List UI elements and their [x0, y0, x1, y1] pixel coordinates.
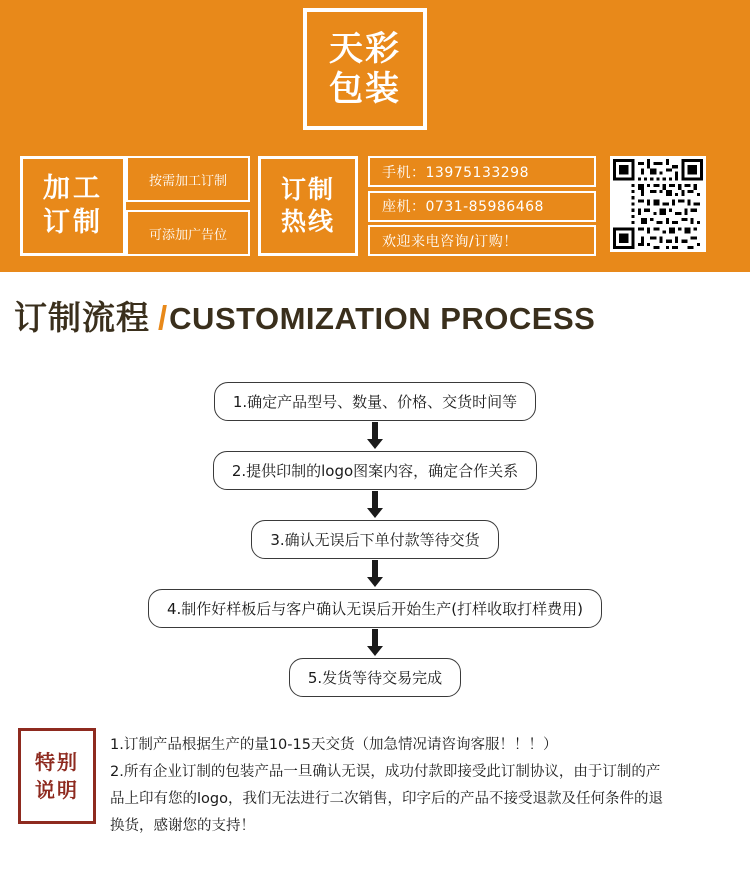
flow-step-3-label: 3.确认无误后下单付款等待交货 [251, 520, 498, 559]
flow-arrow-3 [0, 559, 750, 589]
special-notes-line-4: 换货，感谢您的支持！ [110, 818, 255, 834]
custom-processing-subitems [126, 156, 250, 256]
flow-step-5 [0, 658, 750, 697]
custom-processing-box [20, 156, 126, 256]
flow-step-4 [0, 589, 750, 628]
down-arrow-icon [365, 560, 385, 588]
special-notes-badge-line1: 特别 [35, 750, 79, 774]
custom-processing-line1: 加工 [43, 173, 103, 204]
flow-step-3 [0, 520, 750, 559]
brand-logo-line1: 天彩 [329, 29, 401, 69]
flow-step-5-label: 5.发货等待交易完成 [289, 658, 461, 697]
flow-step-1-label: 1.确定产品型号、数量、价格、交货时间等 [214, 382, 536, 421]
contact-list [368, 156, 596, 256]
section-title [14, 292, 595, 339]
down-arrow-icon [365, 422, 385, 450]
special-notes-line-3: 品上印有您的logo，我们无法进行二次销售，印字后的产品不接受退款及任何条件的退 [110, 791, 663, 807]
hotline-line1: 订制 [280, 175, 335, 204]
contact-welcome: 欢迎来电咨询/订购！ [368, 225, 596, 256]
subitem-ad-space: 可添加广告位 [126, 210, 250, 256]
special-notes [18, 728, 734, 840]
qr-code-icon [610, 156, 706, 252]
flow-chart [0, 382, 750, 697]
hotline-line2: 热线 [280, 207, 335, 236]
hotline-box [258, 156, 358, 256]
header-info-row [20, 156, 732, 256]
brand-logo-line2: 包装 [329, 69, 401, 109]
flow-arrow-4 [0, 628, 750, 658]
contact-mobile: 手机：13975133298 [368, 156, 596, 187]
contact-landline: 座机：0731-85986468 [368, 191, 596, 222]
section-title-cn: 订制流程 [14, 298, 150, 337]
flow-arrow-2 [0, 490, 750, 520]
flow-step-4-label: 4.制作好样板后与客户确认无误后开始生产(打样收取打样费用) [148, 589, 602, 628]
flow-step-2 [0, 451, 750, 490]
flow-arrow-1 [0, 421, 750, 451]
special-notes-line-2: 2.所有企业订制的包装产品一旦确认无误，成功付款即接受此订制协议，由于订制的产 [110, 764, 661, 780]
down-arrow-icon [365, 491, 385, 519]
special-notes-line-1: 1.订制产品根据生产的量10-15天交货（加急情况请咨询客服！！！） [110, 737, 558, 753]
subitem-made-to-order: 按需加工订制 [126, 156, 250, 202]
section-title-slash: / [158, 299, 168, 336]
header-banner [0, 0, 750, 272]
down-arrow-icon [365, 629, 385, 657]
special-notes-badge [18, 728, 96, 824]
qr-code-svg [613, 159, 703, 249]
section-title-en: CUSTOMIZATION PROCESS [169, 301, 596, 336]
special-notes-badge-line2: 说明 [35, 778, 79, 802]
special-notes-text [110, 728, 663, 840]
flow-step-1 [0, 382, 750, 421]
brand-logo [303, 8, 427, 130]
flow-step-2-label: 2.提供印制的logo图案内容，确定合作关系 [213, 451, 537, 490]
custom-processing-line2: 订制 [43, 207, 103, 238]
